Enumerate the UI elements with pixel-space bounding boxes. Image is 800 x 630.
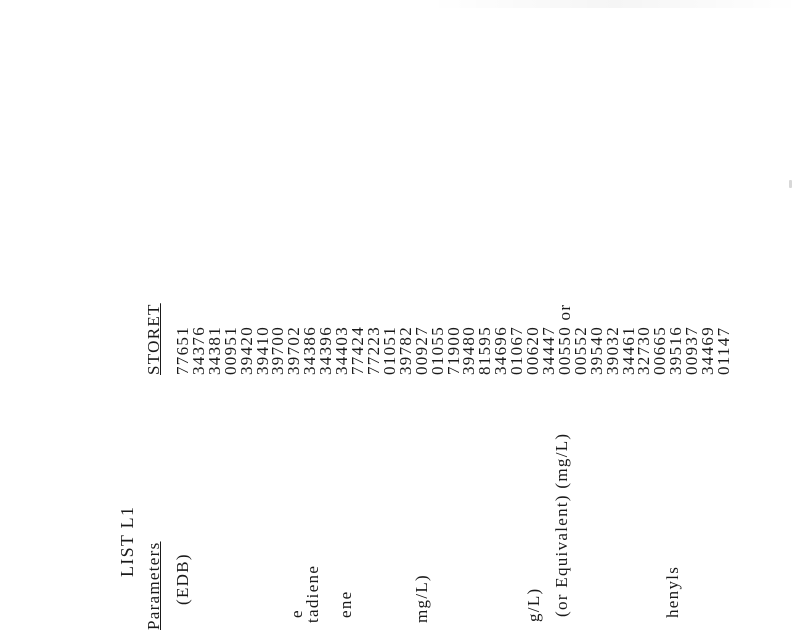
parameter-tadiene: tadiene	[303, 564, 322, 623]
storet-code: 34376	[188, 326, 208, 375]
scan-shading	[430, 0, 800, 8]
storet-code: 81595	[475, 326, 495, 375]
storet-code: 00620	[523, 326, 543, 375]
storet-code: 77424	[348, 326, 368, 375]
storet-code: 01067	[507, 326, 527, 375]
storet-code: 34396	[316, 326, 336, 375]
parameters-header: Parameters	[144, 541, 163, 630]
storet-code: 01147	[714, 326, 733, 375]
storet-code: 34447	[538, 326, 558, 375]
storet-code: 34696	[491, 326, 511, 375]
storet-code: 34386	[300, 326, 320, 375]
storet-code: 01055	[427, 326, 447, 375]
storet-code: 34469	[698, 326, 718, 375]
storet-code: 00552	[570, 326, 590, 375]
storet-code: 01051	[379, 326, 399, 375]
storet-code: 39420	[236, 326, 256, 375]
storet-code: 00937	[682, 326, 702, 375]
storet-code: 39702	[284, 326, 304, 375]
storet-code: 39410	[252, 326, 272, 375]
storet-code: 39032	[602, 326, 622, 375]
storet-code: 39480	[459, 326, 479, 375]
parameter-edb: (EDB)	[173, 553, 192, 605]
storet-code: 34403	[332, 326, 352, 375]
parameter-mgl: mg/L)	[412, 574, 431, 623]
list-title: LIST L1	[117, 505, 137, 577]
storet-code: 77651	[173, 326, 192, 375]
storet-code: 00927	[411, 326, 431, 375]
storet-code: 32730	[634, 326, 654, 375]
storet-code: 71900	[443, 326, 463, 375]
parameter-or-equivalent: (or Equivalent) (mg/L)	[552, 432, 571, 617]
storet-code: 34461	[618, 326, 638, 375]
storet-code: 00665	[650, 326, 670, 375]
storet-code: 39516	[666, 326, 686, 375]
parameter-e: e	[287, 609, 306, 618]
storet-code: 00550 or	[554, 303, 574, 375]
storet-code: 39540	[586, 326, 606, 375]
storet-code: 34381	[204, 326, 224, 375]
storet-code: 77223	[363, 326, 383, 375]
scan-edge-mark	[789, 180, 792, 188]
parameter-ene: ene	[336, 590, 355, 618]
storet-code: 39700	[268, 326, 288, 375]
parameter-gl: g/L)	[524, 587, 543, 622]
storet-code: 00951	[220, 326, 240, 375]
storet-code: 39782	[395, 326, 415, 375]
parameter-henyls: henyls	[663, 565, 682, 618]
storet-header: STORET	[144, 303, 163, 375]
